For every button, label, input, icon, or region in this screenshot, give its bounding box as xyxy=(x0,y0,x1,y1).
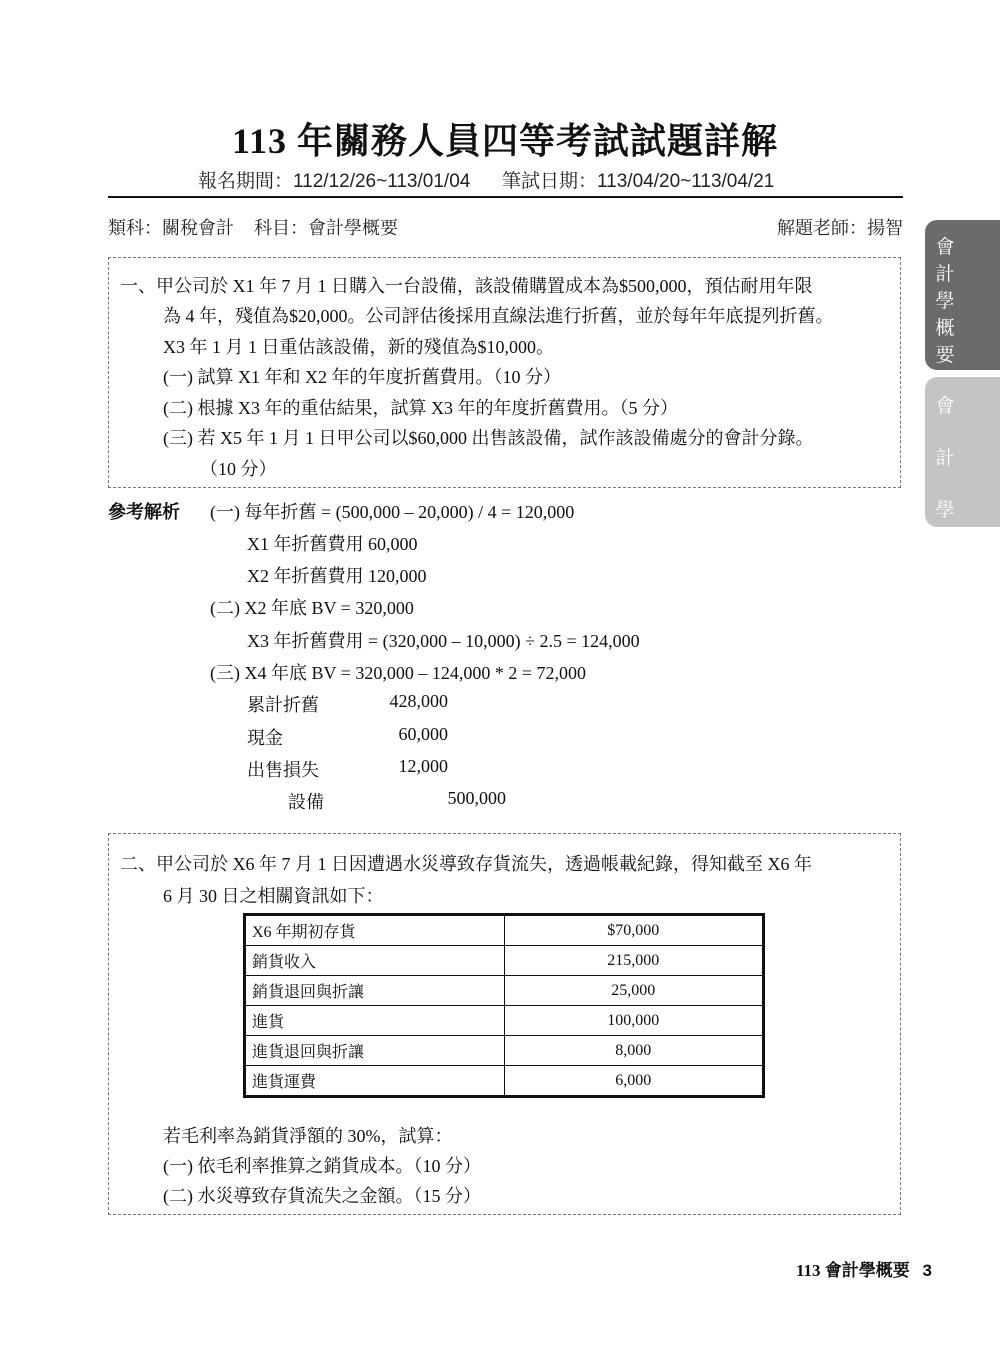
category: 類科：關稅會計 xyxy=(108,218,234,238)
question-2-part: (一) 依毛利率推算之銷貨成本。（10 分） xyxy=(163,1156,481,1176)
table-row xyxy=(245,1036,764,1066)
journal-debit: 60,000 xyxy=(398,724,448,744)
registration-period: 報名期間：112/12/26~113/01/04 xyxy=(198,171,471,192)
table-row xyxy=(245,1006,764,1036)
table-row xyxy=(245,976,764,1006)
answer-line: X3 年折舊費用 = (320,000 – 10,000) ÷ 2.5 = 124,000 xyxy=(247,631,640,651)
table-cell-value: 6,000 xyxy=(504,1066,764,1097)
question-1-part: (一) 試算 X1 年和 X2 年的年度折舊費用。（10 分） xyxy=(163,367,561,387)
page-title: 113 年關務人員四等考試試題詳解 xyxy=(231,121,778,161)
table-cell-value: 215,000 xyxy=(504,946,764,976)
tab-char: 會 xyxy=(935,396,955,417)
journal-account: 設備 xyxy=(288,792,324,812)
tab-char: 概 xyxy=(935,318,955,339)
page-footer xyxy=(796,1256,932,1281)
table-row xyxy=(245,915,764,946)
journal-account: 現金 xyxy=(247,728,283,748)
question-1-part: (三) 若 X5 年 1 月 1 日甲公司以$60,000 出售該設備，試作該設備處分的會計分錄。 xyxy=(163,428,814,448)
question-1-points: （10 分） xyxy=(200,459,277,479)
question-2-line: 二、甲公司於 X6 年 7 月 1 日因遭遇水災導致存貨流失，透過帳載紀錄，得知截至 X6 年 xyxy=(120,854,812,874)
table-cell-item: X6 年期初存貨 xyxy=(245,915,505,946)
teacher: 解題老師：揚智 xyxy=(777,218,903,238)
question-1-line: 為 4 年，殘值為$20,000。公司評估後採用直線法進行折舊，並於每年年底提列折舊。 xyxy=(163,306,834,326)
answer-line: (一) 每年折舊 = (500,000 – 20,000) / 4 = 120,000 xyxy=(210,502,575,522)
journal-account: 累計折舊 xyxy=(247,695,319,715)
table-cell-value: 8,000 xyxy=(504,1036,764,1066)
answer-label: 參考解析 xyxy=(108,502,180,522)
page-number: 3 xyxy=(922,1261,932,1280)
exam-date: 筆試日期：113/04/20~113/04/21 xyxy=(502,171,775,192)
journal-debit: 12,000 xyxy=(398,756,448,776)
inventory-table xyxy=(243,913,765,1098)
tab-char: 學 xyxy=(935,500,955,521)
tab-char: 學 xyxy=(935,291,955,312)
table-row xyxy=(245,946,764,976)
tab-char: 會 xyxy=(935,237,955,258)
footer-book-title: 113 會計學概要 xyxy=(795,1261,910,1280)
header-divider xyxy=(108,196,903,198)
table-cell-item: 進貨 xyxy=(245,1006,505,1036)
table-cell-value: 25,000 xyxy=(504,976,764,1006)
answer-line: X2 年折舊費用 120,000 xyxy=(247,566,427,586)
question-2-line: 6 月 30 日之相關資訊如下： xyxy=(163,886,384,906)
subject-info xyxy=(108,214,398,240)
table-cell-item: 進貨退回與折讓 xyxy=(245,1036,505,1066)
table-row xyxy=(245,1066,764,1097)
exam-dates xyxy=(198,166,774,193)
journal-debit: 428,000 xyxy=(389,691,448,711)
answer-line: (三) X4 年底 BV = 320,000 – 124,000 * 2 = 72,000 xyxy=(210,663,586,683)
question-1-line: 一、甲公司於 X1 年 7 月 1 日購入一台設備，該設備購置成本為$500,000，預估耐用年限 xyxy=(120,276,813,296)
question-2-part: (二) 水災導致存貨流失之金額。（15 分） xyxy=(163,1186,481,1206)
question-2-line: 若毛利率為銷貨淨額的 30%，試算： xyxy=(163,1126,453,1146)
question-1-part: (二) 根據 X3 年的重估結果，試算 X3 年的年度折舊費用。（5 分） xyxy=(163,398,678,418)
table-cell-item: 進貨運費 xyxy=(245,1066,505,1097)
table-cell-value: 100,000 xyxy=(504,1006,764,1036)
subject: 科目：會計學概要 xyxy=(254,218,399,238)
journal-account: 出售損失 xyxy=(247,760,319,780)
side-tab-accounting[interactable] xyxy=(925,377,1000,527)
table-cell-item: 銷貨收入 xyxy=(245,946,505,976)
answer-line: X1 年折舊費用 60,000 xyxy=(247,534,418,554)
side-tab-accounting-overview[interactable] xyxy=(925,220,1000,370)
tab-char: 計 xyxy=(935,448,955,469)
tab-char: 計 xyxy=(935,264,955,285)
journal-credit: 500,000 xyxy=(447,788,506,808)
tab-char: 要 xyxy=(935,345,955,366)
question-1-line: X3 年 1 月 1 日重估該設備，新的殘值為$10,000。 xyxy=(163,337,554,357)
table-cell-value: $70,000 xyxy=(504,915,764,946)
table-cell-item: 銷貨退回與折讓 xyxy=(245,976,505,1006)
answer-line: (二) X2 年底 BV = 320,000 xyxy=(210,598,414,618)
